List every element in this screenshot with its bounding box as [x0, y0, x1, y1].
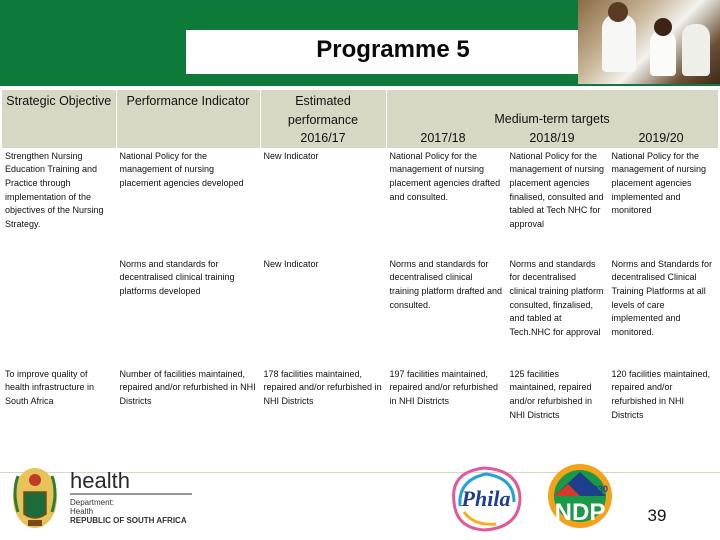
ndp-wordmark: NDP	[554, 499, 606, 526]
table-header-row	[2, 90, 718, 148]
dept-line-2: Health	[70, 507, 94, 516]
health-department-logo	[8, 462, 198, 532]
cell-target-2019: National Policy for the management of nursing placement agencies implemented and monitored	[608, 148, 718, 256]
cell-estimated: New Indicator	[260, 256, 386, 366]
cell-target-2017: National Policy for the management of nursing placement agencies drafted and consulted.	[386, 148, 506, 256]
cell-objective: Strengthen Nursing Education Training and Practice through implementation of the objectives of the Nursing Strategy.	[2, 148, 116, 366]
header-medium-term	[386, 90, 718, 148]
dept-line-1: Department:	[70, 498, 115, 507]
cell-target-2017: Norms and standards for decentralised clinical training platform drafted and consulted.	[386, 256, 506, 366]
table-row	[2, 148, 718, 256]
ndp-2030-logo	[540, 462, 620, 534]
nurses-photo	[578, 0, 720, 84]
cell-estimated: 178 facilities maintained, repaired and/or refurbished in NHI Districts	[260, 366, 386, 466]
cell-indicator: Norms and standards for decentralised clinical training platforms developed	[116, 256, 260, 366]
cell-objective: To improve quality of health infrastructure in South Africa	[2, 366, 116, 466]
header-performance-indicator: Performance Indicator	[116, 90, 260, 148]
cell-indicator: National Policy for the management of nursing placement agencies developed	[116, 148, 260, 256]
cell-target-2019: 120 facilities maintained, repaired and/or refurbished in NHI Districts	[608, 366, 718, 466]
coat-of-arms-icon	[13, 468, 57, 528]
cell-target-2018: Norms and standards for decentralised clinical training platform consulted, finzalised, and tabled at Tech.NHC for approval	[506, 256, 608, 366]
header-medium-term-title: Medium-term targets	[494, 112, 610, 126]
header-strategic-objective: Strategic Objective	[2, 90, 116, 148]
header-estimated-year: 2016/17	[300, 131, 346, 145]
page-number: 39	[647, 506, 667, 525]
ndp-year: 2030	[587, 484, 609, 494]
header-year-2017: 2017/18	[420, 131, 466, 145]
cell-target-2018: National Policy for the management of nursing placement agencies finalised, consulted and tabled at Tech NHC for approval	[506, 148, 608, 256]
page-title: Programme 5	[316, 36, 470, 63]
cell-target-2018: 125 facilities maintained, repaired and/or refurbished in NHI Districts	[506, 366, 608, 466]
programme-table	[2, 90, 719, 466]
health-wordmark: health	[70, 468, 130, 493]
cell-target-2017: 197 facilities maintained, repaired and/or refurbished in NHI Districts	[386, 366, 506, 466]
header-estimated-label: Estimated performance	[287, 94, 359, 127]
header-year-2018: 2018/19	[529, 131, 575, 145]
cell-estimated: New Indicator	[260, 148, 386, 256]
header-year-2019: 2019/20	[638, 131, 684, 145]
cell-indicator: Number of facilities maintained, repaired and/or refurbished in NHI Districts	[116, 366, 260, 466]
phila-wordmark: Phila	[461, 486, 511, 511]
table-row	[2, 366, 718, 466]
phila-logo	[444, 462, 528, 534]
header-estimated-performance	[260, 90, 386, 148]
cell-target-2019: Norms and Standards for decentralised Clinical Training Platforms at all levels of care implemented and monitored.	[608, 256, 718, 366]
dept-line-3: REPUBLIC OF SOUTH AFRICA	[70, 516, 187, 525]
